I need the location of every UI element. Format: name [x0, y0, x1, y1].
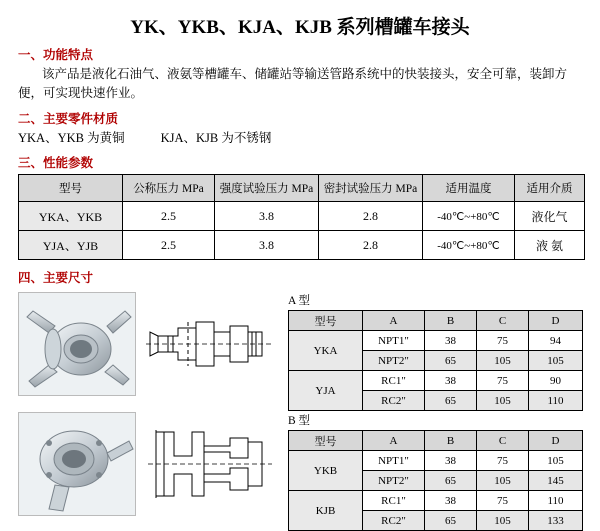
row-b-images: [18, 412, 278, 516]
material-line: [18, 129, 600, 148]
dim-b-r2-c0: RC1": [363, 491, 425, 511]
dimension-table-b-container: [288, 412, 582, 531]
spec-r1-c3: 2.8: [319, 231, 423, 260]
dim-b-r2-c2: 75: [477, 491, 529, 511]
dim-a-r3-c3: 110: [529, 391, 583, 411]
material-left: YKA、YKB 为黄铜: [18, 130, 125, 145]
dim-a-r2-c2: 75: [477, 371, 529, 391]
dim-b-col-1: A: [363, 431, 425, 451]
spec-r0-c2: 3.8: [215, 202, 319, 231]
dim-b-col-2: B: [425, 431, 477, 451]
dim-a-r3-c0: RC2": [363, 391, 425, 411]
dim-b-r1-c2: 105: [477, 471, 529, 491]
material-right: KJA、KJB 为不锈钢: [160, 130, 272, 145]
spec-r1-c2: 3.8: [215, 231, 319, 260]
dim-b-col-0: 型号: [289, 431, 363, 451]
dim-b-r0-c3: 105: [529, 451, 583, 471]
dim-a-r1-c3: 105: [529, 351, 583, 371]
section-heading-dimensions: 四、主要尺寸: [18, 271, 94, 286]
section-heading-material: 二、主要零件材质: [18, 111, 119, 126]
dim-a-col-4: D: [529, 311, 583, 331]
section-heading-spec: 三、性能参数: [18, 156, 94, 171]
dim-b-r1-c3: 145: [529, 471, 583, 491]
dimension-table-a: [288, 310, 583, 411]
coupling-photo-type-b: [18, 412, 136, 516]
dim-a-col-3: C: [477, 311, 529, 331]
dim-a-r3-c2: 105: [477, 391, 529, 411]
dim-a-r0-c2: 75: [477, 331, 529, 351]
spec-r0-c5: 液化气: [515, 202, 585, 231]
dim-b-r2-c1: 38: [425, 491, 477, 511]
dim-b-r3-c0: RC2": [363, 511, 425, 531]
dim-a-model-0: YKA: [289, 331, 363, 371]
spec-col-3: 密封试验压力 MPa: [319, 175, 423, 202]
spec-r1-c4: -40℃~+80℃: [423, 231, 515, 260]
dim-b-r1-c0: NPT2": [363, 471, 425, 491]
dim-a-r1-c2: 105: [477, 351, 529, 371]
dim-a-r2-c1: 38: [425, 371, 477, 391]
dim-b-r1-c1: 65: [425, 471, 477, 491]
spec-r0-c4: -40℃~+80℃: [423, 202, 515, 231]
dim-b-r2-c3: 110: [529, 491, 583, 511]
features-paragraph: 该产品是液化石油气、液氨等槽罐车、储罐站等输送管路系统中的快装接头，安全可靠，装卸方便，可实现快速作业。: [18, 67, 568, 100]
dim-b-header-row: [289, 431, 583, 451]
spec-r0-c0: YKA、YKB: [19, 202, 123, 231]
dim-a-col-2: B: [425, 311, 477, 331]
dim-a-col-1: A: [363, 311, 425, 331]
dim-a-r0-c3: 94: [529, 331, 583, 351]
dim-b-r0-c2: 75: [477, 451, 529, 471]
spec-table-header-row: [19, 175, 585, 202]
dim-a-r1-c0: NPT2": [363, 351, 425, 371]
dim-a-r1-c1: 65: [425, 351, 477, 371]
spec-table: [18, 174, 585, 260]
dimension-table-a-container: [288, 292, 582, 411]
table-row: [289, 371, 583, 391]
table-row: [19, 202, 585, 231]
spec-col-5: 适用介质: [515, 175, 585, 202]
coupling-photo-type-a: [18, 292, 136, 396]
dim-a-r0-c0: NPT1": [363, 331, 425, 351]
spec-r0-c1: 2.5: [123, 202, 215, 231]
coupling-drawing-type-b: [144, 412, 274, 516]
dim-b-r0-c1: 38: [425, 451, 477, 471]
spec-col-1: 公称压力 MPa: [123, 175, 215, 202]
dim-b-model-0: YKB: [289, 451, 363, 491]
dim-b-r3-c3: 133: [529, 511, 583, 531]
coupling-drawing-type-a: [144, 292, 274, 396]
dim-a-r2-c3: 90: [529, 371, 583, 391]
spec-col-2: 强度试验压力 MPa: [215, 175, 319, 202]
dim-a-model-1: YJA: [289, 371, 363, 411]
table-row: [289, 331, 583, 351]
table-row: [289, 491, 583, 511]
table-row: [19, 231, 585, 260]
dim-a-label: A 型: [288, 295, 311, 308]
dim-a-header-row: [289, 311, 583, 331]
dim-b-col-4: D: [529, 431, 583, 451]
dim-a-r2-c0: RC1": [363, 371, 425, 391]
dim-b-model-1: KJB: [289, 491, 363, 531]
table-row: [289, 451, 583, 471]
row-a-images: [18, 292, 278, 396]
spec-col-0: 型号: [19, 175, 123, 202]
dim-a-r0-c1: 38: [425, 331, 477, 351]
section-heading-features: 一、功能特点: [18, 48, 94, 62]
spec-r1-c0: YJA、YJB: [19, 231, 123, 260]
dim-b-r3-c2: 105: [477, 511, 529, 531]
spec-col-4: 适用温度: [423, 175, 515, 202]
dim-a-col-0: 型号: [289, 311, 363, 331]
spec-r1-c1: 2.5: [123, 231, 215, 260]
page-title: YK、YKB、KJA、KJB 系列槽罐车接头: [130, 17, 470, 38]
spec-r0-c3: 2.8: [319, 202, 423, 231]
dim-b-col-3: C: [477, 431, 529, 451]
dim-a-r3-c1: 65: [425, 391, 477, 411]
dim-b-r0-c0: NPT1": [363, 451, 425, 471]
dim-b-r3-c1: 65: [425, 511, 477, 531]
spec-r1-c5: 液 氨: [515, 231, 585, 260]
dim-b-label: B 型: [288, 415, 311, 428]
